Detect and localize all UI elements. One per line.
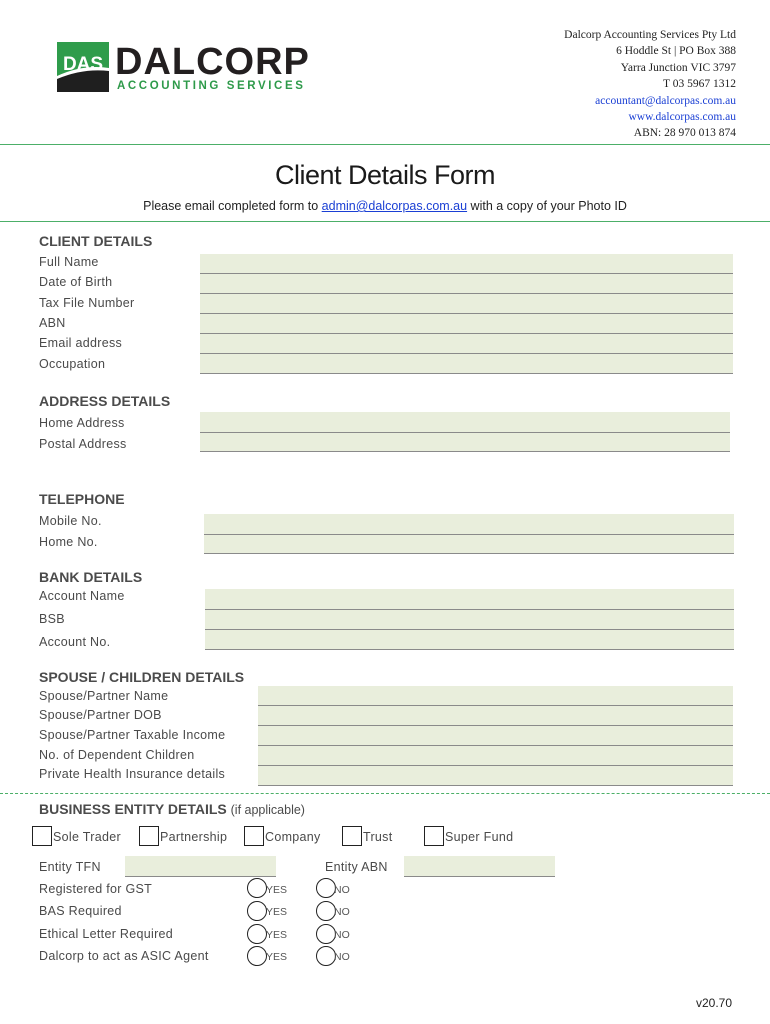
company-email-link[interactable]: accountant@dalcorpas.com.au bbox=[595, 94, 736, 107]
asic-yes-radio[interactable] bbox=[247, 946, 267, 966]
ethical-yes-radio[interactable] bbox=[247, 924, 267, 944]
company-name: Dalcorp Accounting Services Pty Ltd bbox=[564, 29, 736, 41]
date-of-birth-field[interactable] bbox=[200, 274, 733, 294]
account-no-field[interactable] bbox=[205, 630, 734, 650]
address-line-2: Yarra Junction VIC 3797 bbox=[620, 61, 736, 74]
title-divider bbox=[0, 221, 770, 222]
label-full-name: Full Name bbox=[39, 255, 99, 269]
badge-text: DAS bbox=[62, 54, 104, 75]
address-details-heading: ADDRESS DETAILS bbox=[39, 393, 171, 409]
dependent-children-field[interactable] bbox=[258, 746, 733, 766]
ethical-no-label: NO bbox=[334, 929, 350, 941]
entity-tfn-field[interactable] bbox=[125, 856, 276, 877]
spouse-children-heading: SPOUSE / CHILDREN DETAILS bbox=[39, 669, 245, 685]
intro-text-after: with a copy of your Photo ID bbox=[467, 199, 627, 213]
full-name-field[interactable] bbox=[200, 254, 733, 274]
logo-wordmark: DALCORP bbox=[115, 41, 310, 83]
label-home-no: Home No. bbox=[39, 535, 98, 549]
intro-email-link[interactable]: admin@dalcorpas.com.au bbox=[321, 199, 468, 213]
company-contact-block bbox=[564, 27, 736, 142]
ethical-no-radio[interactable] bbox=[316, 924, 336, 944]
label-bas-required: BAS Required bbox=[39, 904, 122, 918]
trust-label: Trust bbox=[363, 830, 393, 844]
client-details-heading: CLIENT DETAILS bbox=[39, 233, 153, 249]
bank-details-heading: BANK DETAILS bbox=[39, 569, 143, 585]
label-account-name: Account Name bbox=[39, 589, 125, 603]
company-checkbox[interactable] bbox=[244, 826, 264, 846]
label-tax-file-number: Tax File Number bbox=[39, 296, 135, 310]
trust-checkbox[interactable] bbox=[342, 826, 362, 846]
company-website-link[interactable]: www.dalcorpas.com.au bbox=[628, 111, 736, 124]
label-entity-abn: Entity ABN bbox=[325, 860, 388, 874]
label-spouse-name: Spouse/Partner Name bbox=[39, 689, 169, 703]
label-registered-gst: Registered for GST bbox=[39, 882, 153, 896]
asic-no-label: NO bbox=[334, 951, 350, 963]
label-private-health: Private Health Insurance details bbox=[39, 767, 226, 781]
label-bsb: BSB bbox=[39, 612, 65, 626]
form-title: Client Details Form bbox=[274, 160, 496, 190]
super-fund-checkbox[interactable] bbox=[424, 826, 444, 846]
label-asic-agent: Dalcorp to act as ASIC Agent bbox=[39, 949, 209, 963]
abn-field[interactable] bbox=[200, 314, 733, 334]
partnership-checkbox[interactable] bbox=[139, 826, 159, 846]
label-postal-address: Postal Address bbox=[39, 437, 127, 451]
bsb-field[interactable] bbox=[205, 610, 734, 630]
logo-tagline: ACCOUNTING SERVICES bbox=[117, 80, 306, 92]
asic-no-radio[interactable] bbox=[316, 946, 336, 966]
bas-no-radio[interactable] bbox=[316, 901, 336, 921]
company-phone: T 03 5967 1312 bbox=[663, 78, 736, 91]
label-ethical-letter: Ethical Letter Required bbox=[39, 927, 174, 941]
private-health-field[interactable] bbox=[258, 766, 733, 786]
label-spouse-dob: Spouse/Partner DOB bbox=[39, 708, 162, 722]
partnership-label: Partnership bbox=[160, 830, 228, 844]
mobile-no-field[interactable] bbox=[204, 514, 734, 535]
das-badge-icon bbox=[53, 40, 111, 94]
sole-trader-checkbox[interactable] bbox=[32, 826, 52, 846]
company-label: Company bbox=[265, 830, 321, 844]
header-divider bbox=[0, 144, 770, 145]
super-fund-label: Super Fund bbox=[445, 830, 514, 844]
label-home-address: Home Address bbox=[39, 416, 125, 430]
gst-yes-radio[interactable] bbox=[247, 878, 267, 898]
label-entity-tfn: Entity TFN bbox=[39, 860, 101, 874]
label-occupation: Occupation bbox=[39, 357, 106, 371]
telephone-heading: TELEPHONE bbox=[39, 491, 125, 507]
ethical-yes-label: YES bbox=[266, 929, 288, 941]
business-divider bbox=[0, 793, 770, 794]
label-spouse-income: Spouse/Partner Taxable Income bbox=[39, 728, 226, 742]
asic-yes-label: YES bbox=[266, 951, 288, 963]
gst-yes-label: YES bbox=[266, 884, 288, 896]
email-address-field[interactable] bbox=[200, 334, 733, 354]
gst-no-label: NO bbox=[334, 884, 350, 896]
postal-address-field[interactable] bbox=[200, 433, 730, 452]
business-heading-aside: (if applicable) bbox=[230, 803, 305, 817]
label-date-of-birth: Date of Birth bbox=[39, 275, 113, 289]
label-abn: ABN bbox=[39, 316, 66, 330]
home-no-field[interactable] bbox=[204, 535, 734, 554]
address-line-1: 6 Hoddle St | PO Box 388 bbox=[616, 45, 736, 58]
spouse-dob-field[interactable] bbox=[258, 706, 733, 726]
bas-yes-radio[interactable] bbox=[247, 901, 267, 921]
bas-yes-label: YES bbox=[266, 906, 288, 918]
form-version: v20.70 bbox=[695, 996, 732, 1010]
business-heading-text: BUSINESS ENTITY DETAILS bbox=[39, 801, 227, 817]
business-entity-heading bbox=[39, 801, 305, 817]
form-intro bbox=[0, 199, 770, 213]
intro-text-before: Please email completed form to bbox=[143, 199, 322, 213]
bas-no-label: NO bbox=[334, 906, 350, 918]
label-dependent-children: No. of Dependent Children bbox=[39, 748, 195, 762]
entity-abn-field[interactable] bbox=[404, 856, 555, 877]
label-mobile-no: Mobile No. bbox=[39, 514, 102, 528]
sole-trader-label: Sole Trader bbox=[53, 830, 121, 844]
tax-file-number-field[interactable] bbox=[200, 294, 733, 314]
account-name-field[interactable] bbox=[205, 589, 734, 610]
spouse-income-field[interactable] bbox=[258, 726, 733, 746]
label-account-no: Account No. bbox=[39, 635, 111, 649]
company-abn: ABN: 28 970 013 874 bbox=[633, 127, 736, 140]
gst-no-radio[interactable] bbox=[316, 878, 336, 898]
label-email-address: Email address bbox=[39, 336, 123, 350]
home-address-field[interactable] bbox=[200, 412, 730, 433]
spouse-name-field[interactable] bbox=[258, 686, 733, 706]
occupation-field[interactable] bbox=[200, 354, 733, 374]
dalcorp-logo bbox=[53, 40, 343, 96]
